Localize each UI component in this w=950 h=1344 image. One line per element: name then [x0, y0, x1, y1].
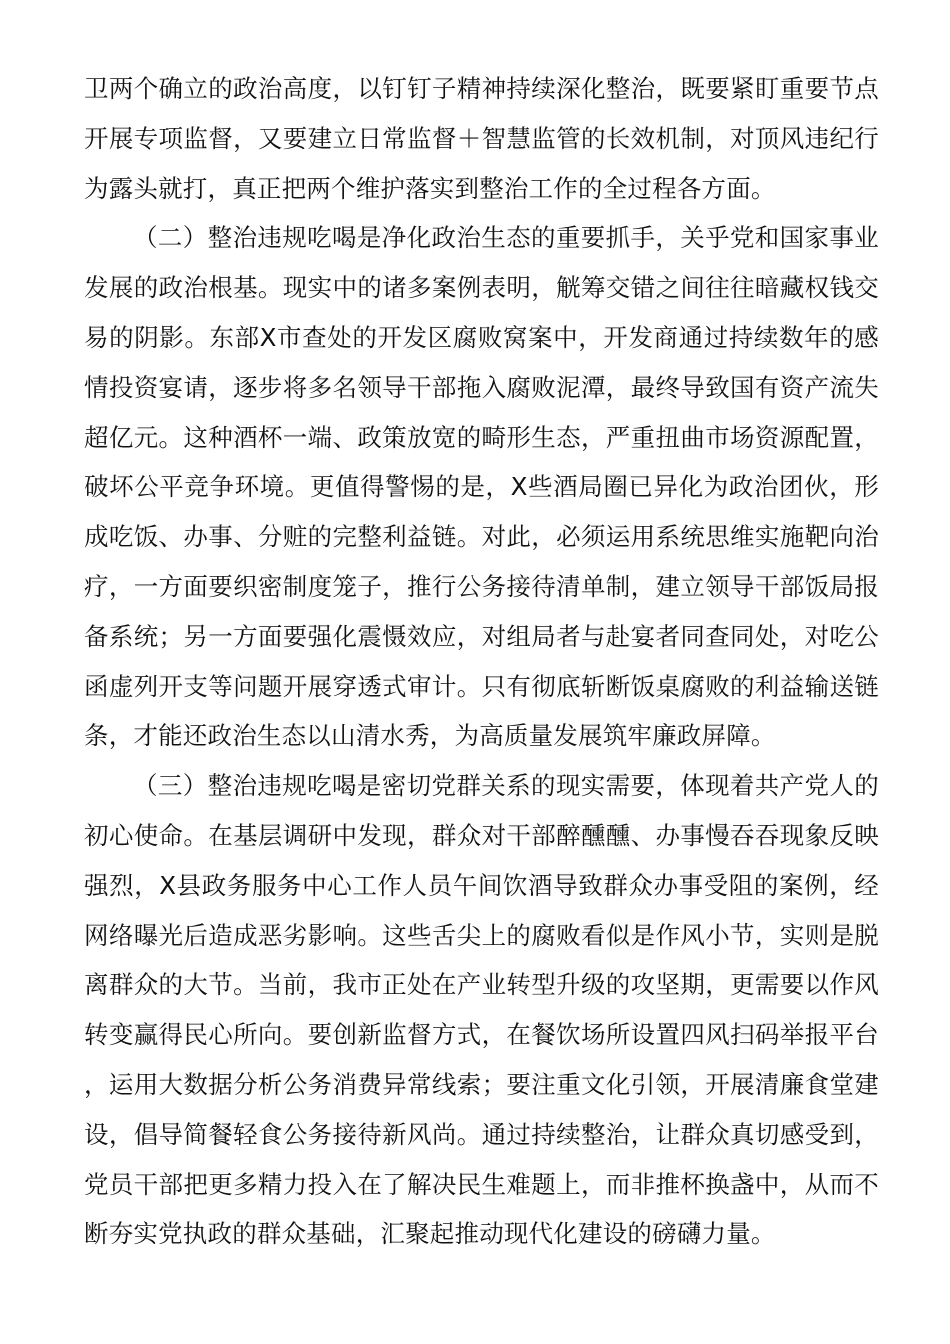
paragraph-continued: 卫两个确立的政治高度，以钉钉子精神持续深化整治，既要紧盯重要节点开展专项监督，又要建立日常监督＋智慧监管的长效机制，对顶风违纪行为露头就打，真正把两个维护落实到整治工作的全过程各方面。: [84, 74, 879, 203]
document-body: [84, 64, 879, 1259]
paragraph-section-two: （二）整治违规吃喝是净化政治生态的重要抓手，关乎党和国家事业发展的政治根基。现实中的诸多案例表明，觥筹交错之间往往暗藏权钱交易的阴影。东部X市查处的开发区腐败窝案中，开发商通过持续数年的感情投资宴请，逐步将多名领导干部拖入腐败泥潭，最终导致国有资产流失超亿元。这种酒杯一端、政策放宽的畸形生态，严重扭曲市场资源配置，破坏公平竞争环境。更值得警惕的是，X些酒局圈已异化为政治团伙，形成吃饭、办事、分赃的完整利益链。对此，必须运用系统思维实施靶向治疗，一方面要织密制度笼子，推行公务接待清单制，建立领导干部饭局报备系统；另一方面要强化震慑效应，对组局者与赴宴者同查同处，对吃公函虚列开支等问题开展穿透式审计。只有彻底斩断饭桌腐败的利益输送链条，才能还政治生态以山清水秀，为高质量发展筑牢廉政屏障。: [84, 223, 879, 751]
paragraph-section-three: （三）整治违规吃喝是密切党群关系的现实需要，体现着共产党人的初心使命。在基层调研中发现，群众对干部醉醺醺、办事慢吞吞现象反映强烈，X县政务服务中心工作人员午间饮酒导致群众办事受阻的案例，经网络曝光后造成恶劣影响。这些舌尖上的腐败看似是作风小节，实则是脱离群众的大节。当前，我市正处在产业转型升级的攻坚期，更需要以作风转变赢得民心所向。要创新监督方式，在餐饮场所设置四风扫码举报平台，运用大数据分析公务消费异常线索；要注重文化引领，开展清廉食堂建设，倡导简餐轻食公务接待新风尚。通过持续整治，让群众真切感受到，党员干部把更多精力投入在了解决民生难题上，而非推杯换盏中，从而不断夯实党执政的群众基础，汇聚起推动现代化建设的磅礴力量。: [84, 771, 879, 1249]
